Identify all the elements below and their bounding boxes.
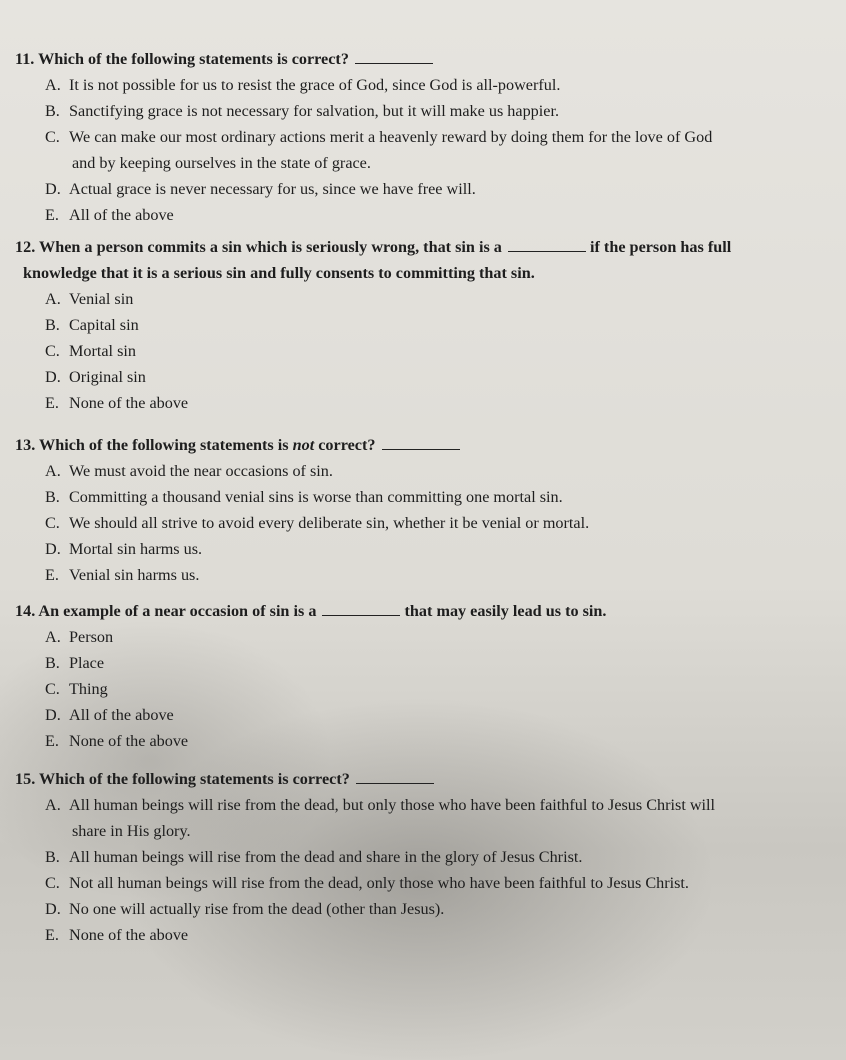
option-d xyxy=(15,364,835,390)
text-span: that may easily lead us to sin. xyxy=(404,602,607,620)
text-span: E. xyxy=(45,206,59,224)
text-span: No one will actually rise from the dead (other than Jesus). xyxy=(69,900,445,918)
text-span: E. xyxy=(45,732,59,750)
option-b xyxy=(15,484,835,510)
option-c-continuation: and by keeping ourselves in the state of grace. xyxy=(72,154,371,172)
text-span: An example of a near occasion of sin is a xyxy=(38,602,317,620)
option-c xyxy=(15,676,835,702)
text-span: Mortal sin harms us. xyxy=(69,540,203,558)
text-span: All of the above xyxy=(69,706,174,724)
option-b xyxy=(15,312,835,338)
question-stem xyxy=(15,234,835,260)
text-span: We can make our most ordinary actions merit a heavenly reward by doing them for the love of God xyxy=(69,128,713,146)
option-d xyxy=(15,536,835,562)
text-span: if the person has full xyxy=(590,238,732,256)
option-c xyxy=(15,338,835,364)
option-d xyxy=(15,702,835,728)
text-span: B. xyxy=(45,654,60,672)
text-span: D. xyxy=(45,900,61,918)
text-span: Which of the following statements is correct? xyxy=(38,50,349,68)
text-span: A. xyxy=(45,796,61,814)
text-span: C. xyxy=(45,514,60,532)
text-span: B. xyxy=(45,488,60,506)
option-e xyxy=(15,562,835,588)
option-a-continuation: share in His glory. xyxy=(72,822,191,840)
question-stem xyxy=(15,766,835,792)
text-span: B. xyxy=(45,316,60,334)
text-span: Actual grace is never necessary for us, since we have free will. xyxy=(69,180,476,198)
text-span: Capital sin xyxy=(69,316,139,334)
text-span: We must avoid the near occasions of sin. xyxy=(69,462,333,480)
text-span: None of the above xyxy=(69,732,189,750)
text-span: B. xyxy=(45,848,60,866)
option-d xyxy=(15,896,835,922)
text-span: None of the above xyxy=(69,394,189,412)
answer-blank[interactable] xyxy=(508,237,586,252)
option-a xyxy=(15,792,835,818)
option-b xyxy=(15,650,835,676)
question-stem-line2: knowledge that it is a serious sin and fully consents to committing that sin. xyxy=(23,264,535,282)
text-span: 13. xyxy=(15,436,36,454)
text-span: Venial sin xyxy=(69,290,134,308)
question-stem xyxy=(15,46,835,72)
question-11 xyxy=(15,46,835,228)
text-span: C. xyxy=(45,680,60,698)
text-span: A. xyxy=(45,628,61,646)
text-span: Person xyxy=(69,628,114,646)
question-12 xyxy=(15,234,835,416)
text-span: All human beings will rise from the dead and share in the glory of Jesus Christ. xyxy=(69,848,583,866)
text-span: 11. xyxy=(15,50,35,68)
text-span: C. xyxy=(45,874,60,892)
text-span: 12. xyxy=(15,238,36,256)
text-span: A. xyxy=(45,290,61,308)
text-span: Original sin xyxy=(69,368,146,386)
option-a xyxy=(15,286,835,312)
text-span: None of the above xyxy=(69,926,189,944)
text-span: correct? xyxy=(318,436,376,454)
text-span: Which of the following statements is xyxy=(39,436,289,454)
text-span: Sanctifying grace is not necessary for salvation, but it will make us happier. xyxy=(69,102,559,120)
question-stem xyxy=(15,432,835,458)
answer-blank[interactable] xyxy=(322,601,400,616)
option-e xyxy=(15,390,835,416)
text-span: All of the above xyxy=(69,206,174,224)
question-13 xyxy=(15,432,835,588)
option-a xyxy=(15,458,835,484)
answer-blank[interactable] xyxy=(356,769,434,784)
text-span: D. xyxy=(45,180,61,198)
text-span: A. xyxy=(45,76,61,94)
text-span: 14. xyxy=(15,602,36,620)
text-span: E. xyxy=(45,926,59,944)
text-span: Mortal sin xyxy=(69,342,136,360)
text-span: D. xyxy=(45,540,61,558)
text-span: C. xyxy=(45,128,60,146)
question-stem xyxy=(15,598,835,624)
option-b xyxy=(15,98,835,124)
question-15 xyxy=(15,766,835,948)
text-span: not xyxy=(292,436,315,454)
text-span: 15. xyxy=(15,770,36,788)
text-span: A. xyxy=(45,462,61,480)
answer-blank[interactable] xyxy=(355,49,433,64)
text-span: It is not possible for us to resist the grace of God, since God is all-powerful. xyxy=(69,76,561,94)
text-span: Which of the following statements is correct? xyxy=(39,770,350,788)
option-c xyxy=(15,124,835,150)
option-b xyxy=(15,844,835,870)
text-span: D. xyxy=(45,368,61,386)
option-e xyxy=(15,728,835,754)
text-span: D. xyxy=(45,706,61,724)
text-span: B. xyxy=(45,102,60,120)
text-span: We should all strive to avoid every deliberate sin, whether it be venial or mortal. xyxy=(69,514,590,532)
text-span: E. xyxy=(45,566,59,584)
option-a xyxy=(15,72,835,98)
option-d xyxy=(15,176,835,202)
text-span: C. xyxy=(45,342,60,360)
text-span: All human beings will rise from the dead, but only those who have been faithful to Jesus Christ will xyxy=(69,796,716,814)
text-span: E. xyxy=(45,394,59,412)
option-e xyxy=(15,922,835,948)
text-span: Not all human beings will rise from the dead, only those who have been faithful to Jesus Christ. xyxy=(69,874,689,892)
option-c xyxy=(15,510,835,536)
option-c xyxy=(15,870,835,896)
text-span: Committing a thousand venial sins is worse than committing one mortal sin. xyxy=(69,488,563,506)
text-span: Place xyxy=(69,654,105,672)
question-14 xyxy=(15,598,835,754)
answer-blank[interactable] xyxy=(382,435,460,450)
option-e xyxy=(15,202,835,228)
text-span: Thing xyxy=(69,680,108,698)
option-a xyxy=(15,624,835,650)
text-span: When a person commits a sin which is seriously wrong, that sin is a xyxy=(39,238,502,256)
text-span: Venial sin harms us. xyxy=(69,566,200,584)
